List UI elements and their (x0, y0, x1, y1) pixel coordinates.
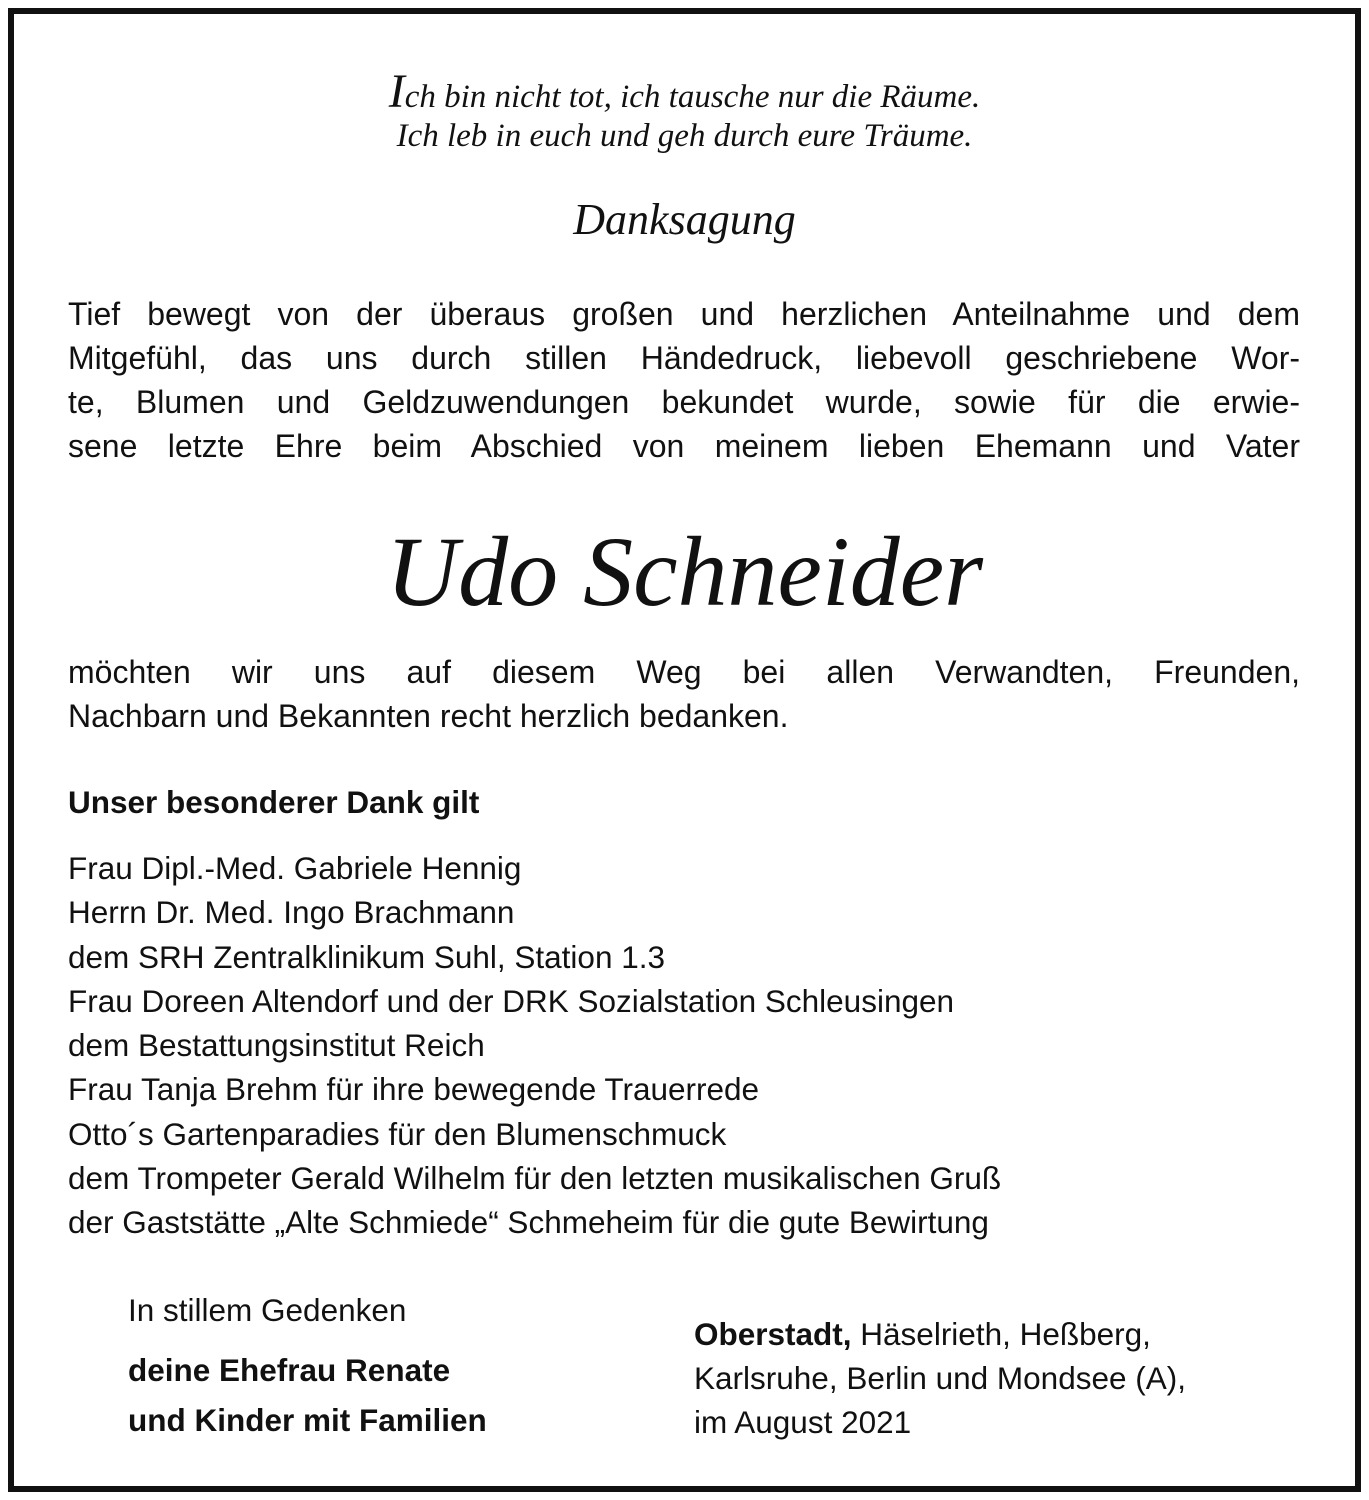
thanks-item: dem SRH Zentralklinikum Suhl, Station 1.3 (68, 938, 666, 975)
intro-line: Tief bewegt von der überaus großen und herzlichen Anteilnahme und dem (68, 296, 1300, 332)
signature-intro: In stillem Gedenken (128, 1292, 407, 1328)
special-thanks-heading: Unser besonderer Dank gilt (68, 784, 480, 820)
intro-line: sene letzte Ehre beim Abschied von meinem lieben Ehemann und Vater (68, 428, 1300, 464)
thanks-item: Frau Dipl.-Med. Gabriele Hennig (68, 850, 522, 886)
quote-line-1 (14, 64, 1355, 119)
signature-line-1: deine Ehefrau Renate (128, 1352, 451, 1388)
quote-dropcap: I (388, 65, 405, 118)
place-line-1 (694, 1312, 1186, 1356)
closing-paragraph (68, 650, 1300, 738)
thanks-item: der Gaststätte „Alte Schmiede“ Schmeheim für die gute Bewirtung (68, 1204, 989, 1241)
obituary-notice (8, 8, 1361, 1492)
thanks-item: Herrn Dr. Med. Ingo Brachmann (68, 894, 515, 931)
intro-line: te, Blumen und Geldzuwendungen bekundet wurde, sowie für die erwie- (68, 384, 1300, 420)
thanks-item: Frau Doreen Altendorf und der DRK Sozialstation Schleusingen (68, 982, 955, 1019)
closing-line: möchten wir uns auf diesem Weg bei allen Verwandten, Freunden, (68, 654, 1300, 690)
thanks-item: Otto´s Gartenparadies für den Blumenschmuck (68, 1115, 727, 1152)
special-thanks-list (68, 846, 1001, 1245)
place-line-2: Karlsruhe, Berlin und Mondsee (A), (694, 1360, 1186, 1396)
place-line-1-rest: Häselrieth, Heßberg, (851, 1316, 1151, 1352)
quote-line-1-text: ch bin nicht tot, ich tausche nur die Räume. (404, 79, 981, 115)
date-line: im August 2021 (694, 1404, 912, 1440)
quote-line-2: Ich leb in euch und geh durch eure Träume. (396, 118, 973, 154)
heading-danksagung: Danksagung (573, 195, 796, 244)
place-name: Oberstadt, (694, 1316, 852, 1352)
thanks-item: dem Bestattungsinstitut Reich (68, 1027, 485, 1064)
thanks-item: Frau Tanja Brehm für ihre bewegende Trauerrede (68, 1071, 760, 1108)
intro-paragraph (68, 292, 1300, 468)
place-date (694, 1312, 1186, 1444)
deceased-name: Udo Schneider (385, 516, 984, 627)
closing-line: Nachbarn und Bekannten recht herzlich bedanken. (68, 698, 789, 734)
signature-line-2: und Kinder mit Familien (128, 1402, 487, 1438)
thanks-item: dem Trompeter Gerald Wilhelm für den letzten musikalischen Gruß (68, 1160, 1002, 1197)
intro-line: Mitgefühl, das uns durch stillen Händedruck, liebevoll geschriebene Wor- (68, 340, 1300, 376)
